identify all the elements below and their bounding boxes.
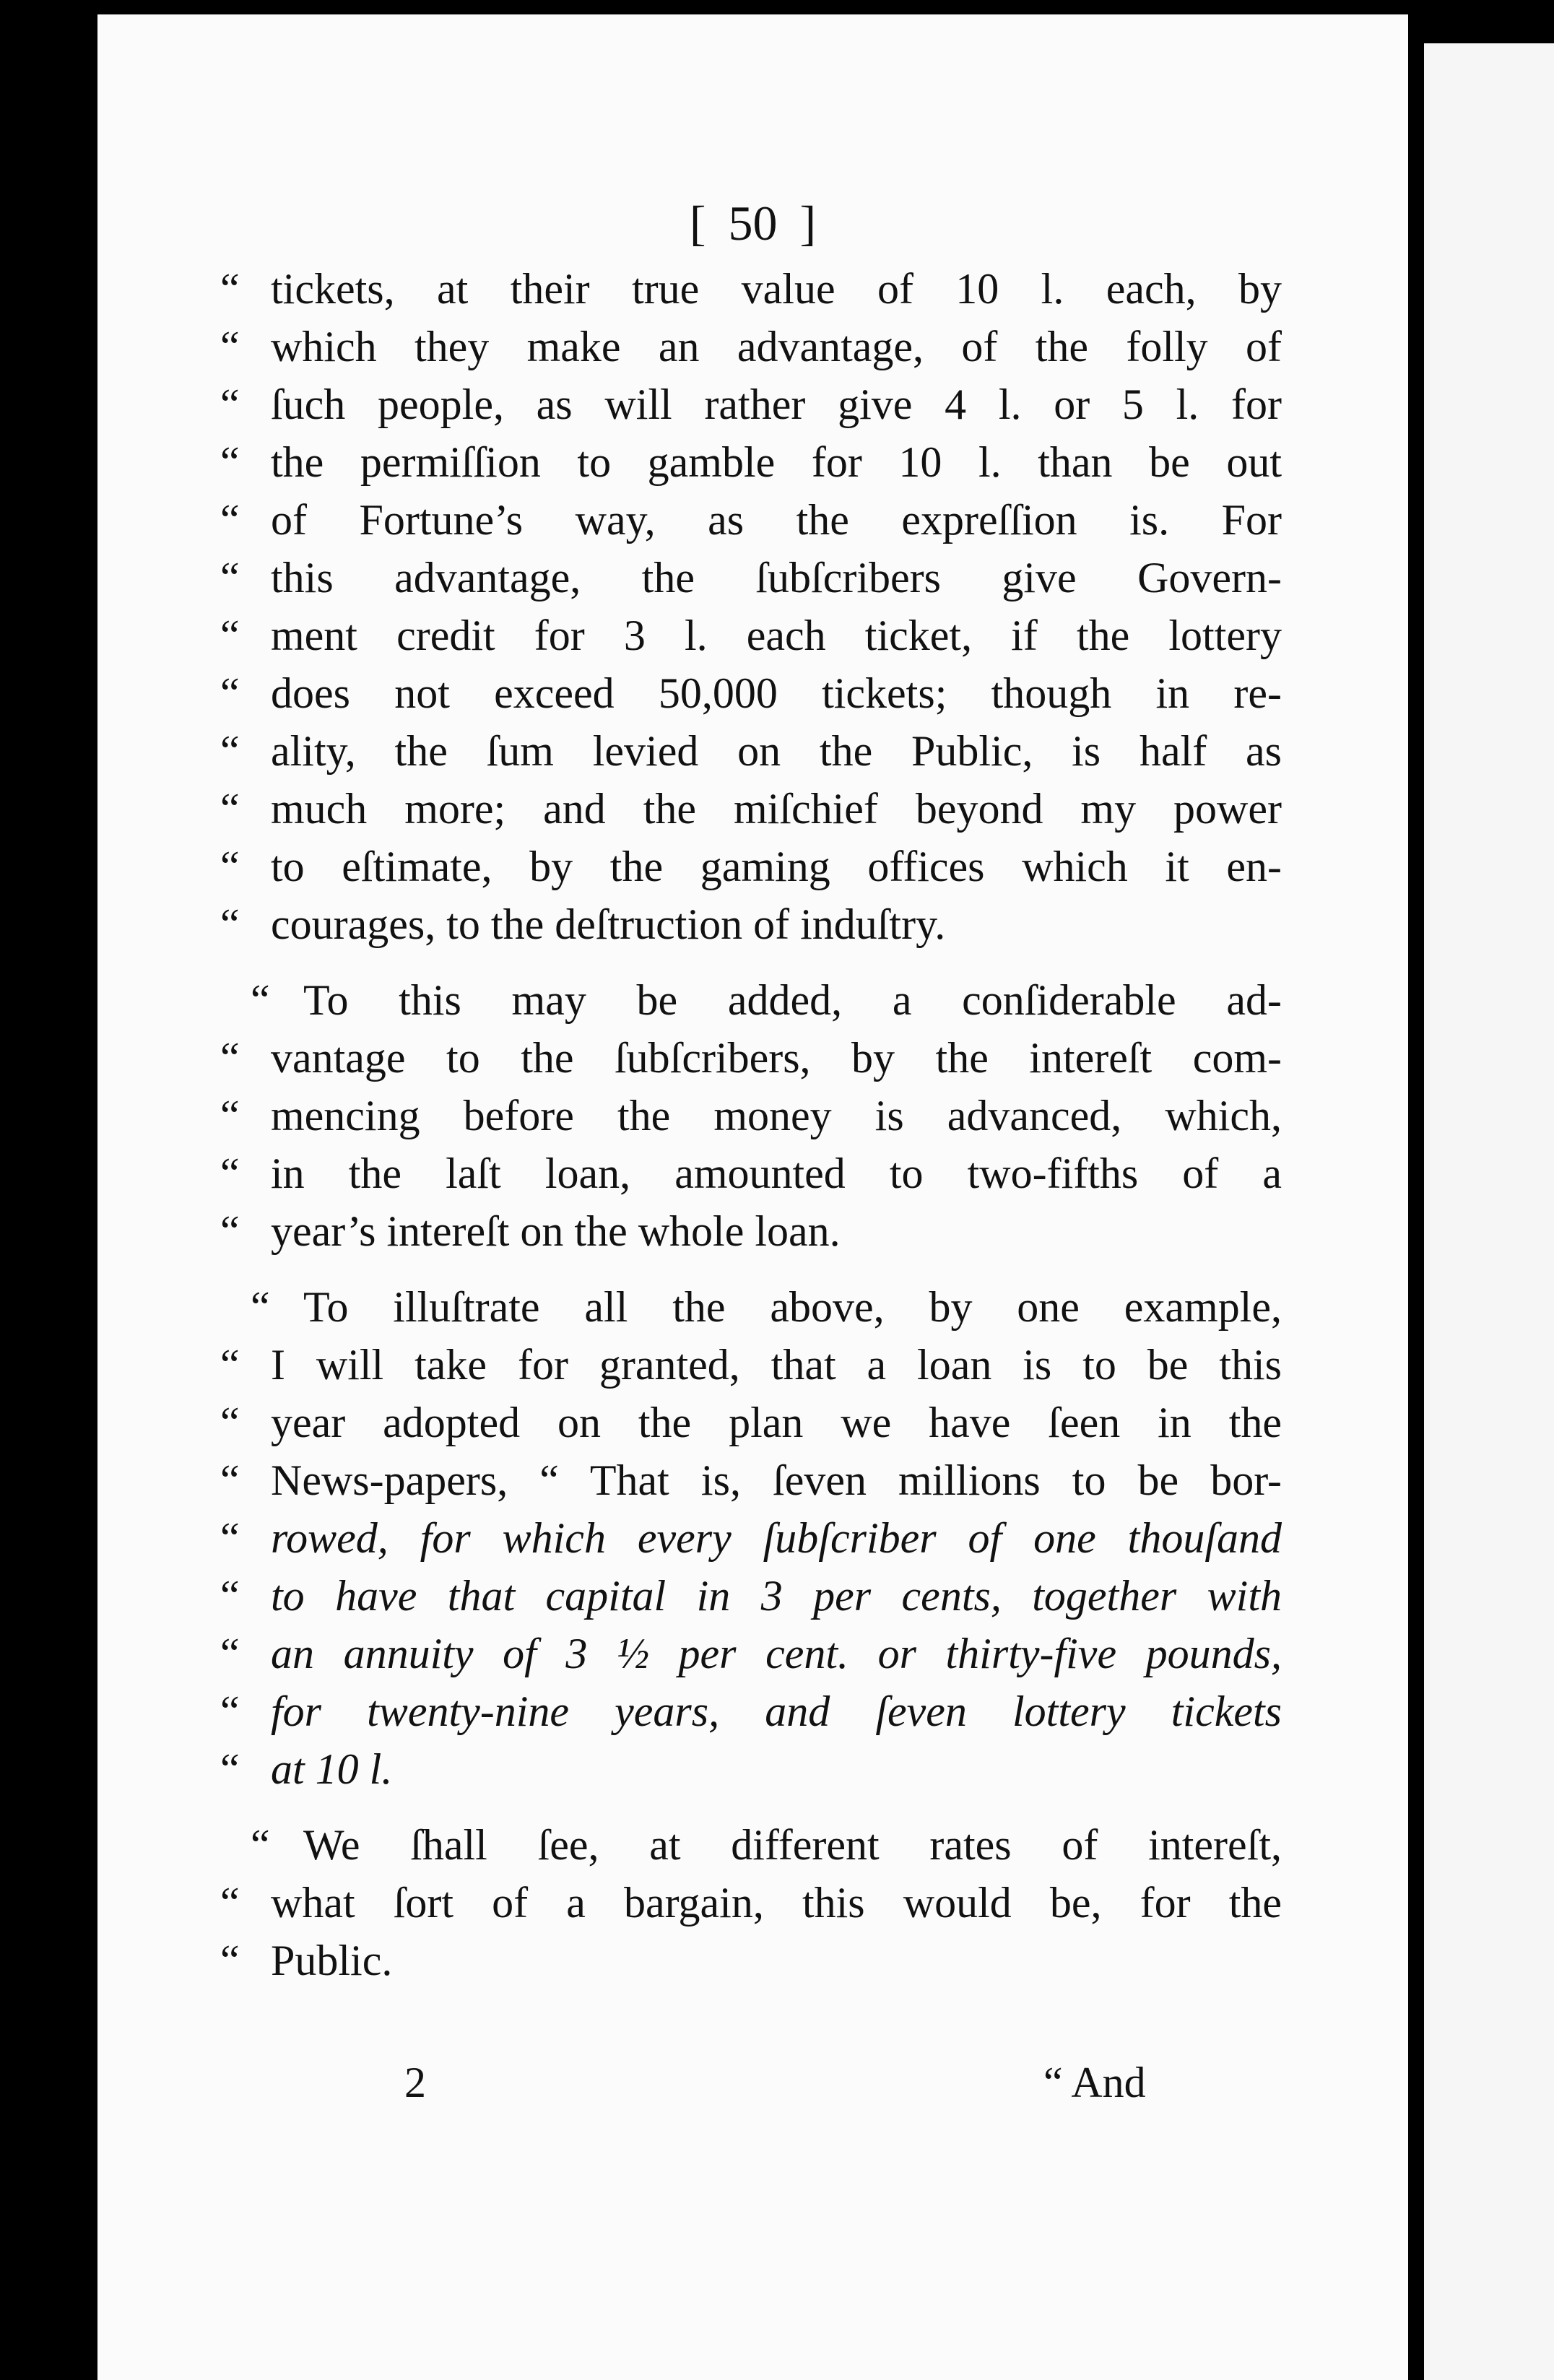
line-text: rowed, for which every ſubſcriber of one thouſand: [271, 1514, 1282, 1562]
signature-mark: 2: [404, 2059, 426, 2106]
line-text: does not exceed 50,000 tickets; though in re-: [271, 669, 1282, 717]
quote-mark: “: [251, 1283, 270, 1331]
facing-page-edge: [1424, 43, 1554, 2380]
quote-mark: “: [251, 976, 270, 1024]
line-text: the permiſſion to gamble for 10 l. than be out: [271, 438, 1282, 486]
line-text: tickets, at their true value of 10 l. each, by: [271, 265, 1282, 313]
quote-mark: “: [220, 1514, 240, 1562]
line-text: To this may be added, a conſiderable ad-: [303, 976, 1282, 1024]
line-text: year’s intereſt on the whole loan.: [271, 1207, 841, 1255]
line-text: ſuch people, as will rather give 4 l. or 5 l. for: [271, 381, 1282, 428]
quote-mark: “: [220, 1092, 240, 1139]
line-text: vantage to the ſubſcribers, by the intereſt com-: [271, 1034, 1282, 1082]
quote-mark: “: [220, 1879, 240, 1927]
catchword: “ And: [1043, 2059, 1146, 2106]
quote-mark: “: [220, 381, 240, 428]
quote-mark: “: [220, 323, 240, 370]
quote-mark: “: [220, 554, 240, 601]
quote-mark: “: [220, 1456, 240, 1504]
line-text: To illuſtrate all the above, by one example,: [303, 1283, 1282, 1331]
quote-mark: “: [220, 843, 240, 890]
line-text: an annuity of 3 ½ per cent. or thirty-five pounds,: [271, 1630, 1282, 1677]
page-number-header: [ 50 ]: [689, 196, 817, 251]
quote-mark: “: [251, 1821, 270, 1869]
line-text: News-papers, “ That is, ſeven millions to be bor-: [271, 1456, 1282, 1504]
quote-mark: “: [220, 900, 240, 948]
line-text: to have that capital in 3 per cents, together with: [271, 1572, 1282, 1620]
quote-mark: “: [220, 727, 240, 775]
line-text: at 10 l.: [271, 1745, 393, 1793]
line-text: to eſtimate, by the gaming offices which it en-: [271, 843, 1282, 890]
line-text: I will take for granted, that a loan is to be this: [271, 1341, 1282, 1389]
line-text: which they make an advantage, of the folly of: [271, 323, 1282, 370]
line-text: ment credit for 3 l. each ticket, if the lottery: [271, 612, 1282, 659]
line-text: courages, to the deſtruction of induſtry.: [271, 900, 946, 948]
quote-mark: “: [220, 1630, 240, 1677]
quote-mark: “: [220, 1937, 240, 1984]
quote-mark: “: [220, 669, 240, 717]
book-page: [97, 14, 1408, 2380]
quote-mark: “: [220, 1572, 240, 1620]
page-gutter: [1408, 0, 1424, 2380]
line-text: what ſort of a bargain, this would be, for the: [271, 1879, 1282, 1927]
quote-mark: “: [220, 1688, 240, 1735]
quote-mark: “: [220, 1399, 240, 1446]
line-text: this advantage, the ſubſcribers give Govern-: [271, 554, 1282, 601]
line-text: We ſhall ſee, at different rates of intereſt,: [303, 1821, 1282, 1869]
quote-mark: “: [220, 1207, 240, 1255]
line-text: Public.: [271, 1937, 393, 1984]
quote-mark: “: [220, 612, 240, 659]
line-text: much more; and the miſchief beyond my power: [271, 785, 1282, 833]
line-text: year adopted on the plan we have ſeen in the: [271, 1399, 1282, 1446]
quote-mark: “: [220, 785, 240, 833]
quote-mark: “: [220, 265, 240, 313]
line-text: ality, the ſum levied on the Public, is half as: [271, 727, 1282, 775]
quote-mark: “: [220, 1034, 240, 1082]
quote-mark: “: [220, 1745, 240, 1793]
scan-left-margin: [0, 0, 97, 2380]
quote-mark: “: [220, 1150, 240, 1197]
line-text: for twenty-nine years, and ſeven lottery tickets: [271, 1688, 1282, 1735]
quote-mark: “: [220, 1341, 240, 1389]
line-text: of Fortune’s way, as the expreſſion is. For: [271, 496, 1282, 544]
quote-mark: “: [220, 438, 240, 486]
line-text: in the laſt loan, amounted to two-fifths of a: [271, 1150, 1282, 1197]
quote-mark: “: [220, 496, 240, 544]
line-text: mencing before the money is advanced, which,: [271, 1092, 1282, 1139]
